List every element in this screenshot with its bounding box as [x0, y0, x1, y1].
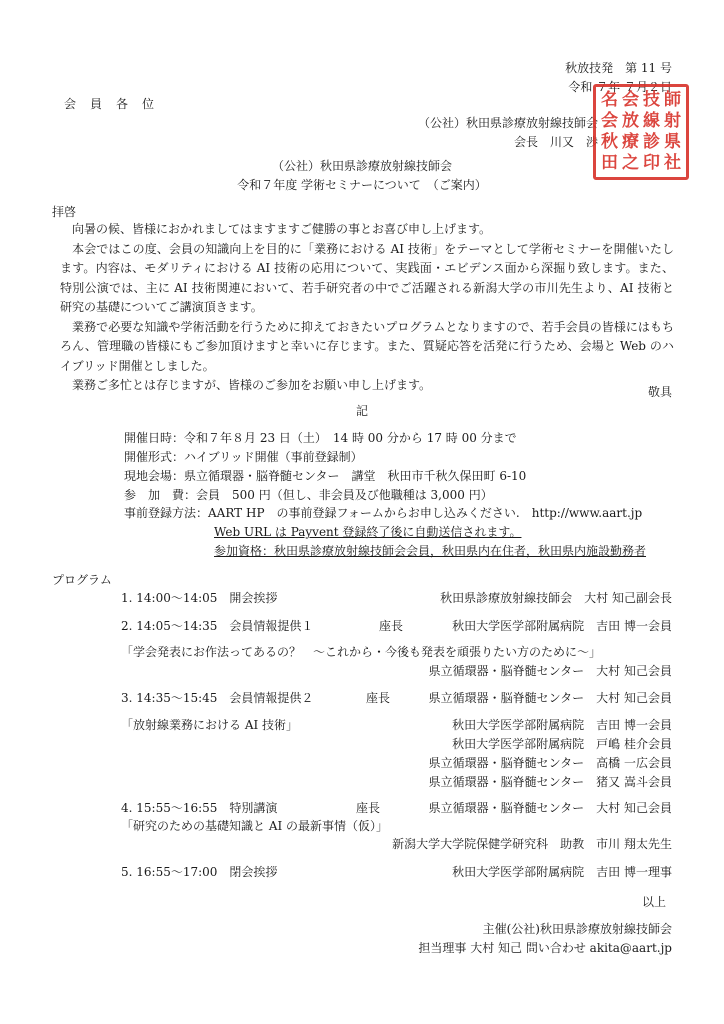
program-item-2-topic: 「学会発表にお作法ってあるの？ ～これから・今後も発表を頑張りたい方のために～」	[121, 645, 602, 659]
program-heading: プログラム	[52, 573, 112, 587]
detail-date-time: 開催日時：令和７年８月 23 日（土） 14 時 00 分から 17 時 00 分まで	[124, 431, 517, 445]
program-item-1-time: 1. 14:00～14:05 開会挨拶	[121, 591, 278, 605]
seal-glyph: 印	[643, 153, 660, 173]
program-item-4-topic: 「研究のための基礎知識と AI の最新事情（仮）」	[121, 819, 389, 833]
body-paragraph: 業務で必要な知識や学術活動を行うために抑えておきたいプログラムとなりますので、若手会員の皆様にはもちろん、管理職の皆様にもご参加頂けますと幸いに存じます。また、質疑応答を活発に行うため、会場と Web のハイブリッド開催としました。	[60, 319, 674, 373]
addressee: 会 員 各 位	[64, 97, 156, 111]
seal-glyph: 之	[622, 153, 639, 173]
program-item-2-chair-label: 座長	[379, 619, 404, 633]
program-item-4-time: 4. 15:55～16:55 特別講演	[121, 801, 278, 815]
program-item-3-chair: 県立循環器・脳脊髄センター 大村 知己会員	[428, 691, 672, 705]
seal-glyph: 師	[664, 90, 681, 110]
seal-glyph: 名	[601, 90, 618, 110]
program-item-2-time: 2. 14:05～14:35 会員情報提供１	[121, 619, 314, 633]
seal-glyph: 県	[664, 132, 681, 152]
program-item-3-topic: 「放射線業務における AI 技術」	[121, 718, 299, 732]
end-mark: 以上	[641, 895, 666, 909]
sender-org: （公社）秋田県診療放射線技師会	[418, 116, 599, 130]
greeting: 拝啓	[52, 205, 77, 219]
program-item-1-speaker: 秋田県診療放射線技師会 大村 知己副会長	[440, 591, 672, 605]
seal-glyph: 会	[601, 111, 618, 131]
detail-registration: 事前登録方法：AART HP の事前登録フォームからお申し込みください. http://www.aart.jp	[124, 506, 643, 520]
ki-heading: 記	[355, 404, 368, 418]
body-paragraph: 本会ではこの度、会員の知識向上を目的に「業務における AI 技術」をテーマとして学術セミナーを開催いたします。内容は、モダリティにおける AI 技術の応用について、実践面・エビデンス面から深掘り致します。また、特別公演では、主に AI 技術関連において、若手研究者の中でご活躍される新潟大学の市川先生より、AI 技術と研究の基礎についてご講演頂きます。	[60, 241, 674, 314]
body-paragraph: 業務ご多忙とは存じますが、皆様のご参加をお願い申し上げます。	[60, 378, 432, 392]
detail-fee: 参 加 費：会員 500 円（但し、非会員及び他職種は 3,000 円）	[124, 488, 493, 502]
title-org: （公社）秋田県診療放射線技師会	[271, 159, 452, 173]
program-item-2-chair: 秋田大学医学部附属病院 吉田 博一会員	[452, 619, 672, 633]
program-item-4-speaker: 新潟大学大学院保健学研究科 助教 市川 翔太先生	[392, 837, 672, 851]
contact-info: 担当理事 大村 知己 問い合わせ akita@aart.jp	[418, 941, 672, 955]
program-item-4-chair-label: 座長	[356, 801, 381, 815]
program-item-5-speaker: 秋田大学医学部附属病院 吉田 博一理事	[452, 865, 672, 879]
seal-glyph: 射	[664, 111, 681, 131]
program-item-5-time: 5. 16:55～17:00 閉会挨拶	[121, 865, 278, 879]
body-text	[60, 220, 674, 399]
seal-glyph: 療	[622, 132, 639, 152]
program-item-4-chair: 県立循環器・脳脊髄センター 大村 知己会員	[428, 801, 672, 815]
document-date: 令和 ７年 ７月２日	[568, 80, 672, 94]
sender-name: 会長 川又 渉	[514, 135, 599, 149]
detail-venue: 現地会場：県立循環器・脳脊髄センター 講堂 秋田市千秋久保田町 6-10	[124, 469, 527, 483]
host-org: 主催(公社)秋田県診療放射線技師会	[482, 922, 672, 936]
detail-web-url-note: Web URL は Payvent 登録終了後に自動送信されます。	[214, 525, 522, 539]
program-item-3-speaker-2: 秋田大学医学部附属病院 戸嶋 桂介会員	[452, 737, 672, 751]
program-item-3-chair-label: 座長	[366, 691, 391, 705]
seal-glyph: 線	[643, 111, 660, 131]
program-item-3-time: 3. 14:35～15:45 会員情報提供２	[121, 691, 314, 705]
title-subject: 令和７年度 学術セミナーについて （ご案内）	[237, 178, 487, 192]
program-item-2-speaker: 県立循環器・脳脊髄センター 大村 知己会員	[428, 664, 672, 678]
seal-glyph: 社	[664, 153, 681, 173]
seal-glyph: 田	[601, 153, 618, 173]
seal-glyph: 会	[622, 90, 639, 110]
program-item-3-speaker-3: 県立循環器・脳脊髄センター 高橋 一広会員	[428, 756, 672, 770]
seal-glyph: 技	[643, 90, 660, 110]
detail-format: 開催形式：ハイブリッド開催（事前登録制）	[124, 450, 363, 464]
program-item-3-speaker-1: 秋田大学医学部附属病院 吉田 博一会員	[452, 718, 672, 732]
seal-glyph: 放	[622, 111, 639, 131]
body-paragraph: 向暑の候、皆様におかれましてはますますご健勝の事とお喜び申し上げます。	[60, 222, 492, 236]
program-item-3-speaker-4: 県立循環器・脳脊髄センター 猪又 嵩斗会員	[428, 775, 672, 789]
closing-keigu: 敬具	[647, 385, 672, 399]
document-number: 秋放技発 第 11 号	[565, 61, 672, 75]
seal-glyph: 秋	[601, 132, 618, 152]
detail-eligibility: 参加資格：秋田県診療放射線技師会会員，秋田県内在住者，秋田県内施設勤務者	[214, 544, 647, 558]
seal-glyph: 診	[643, 132, 660, 152]
